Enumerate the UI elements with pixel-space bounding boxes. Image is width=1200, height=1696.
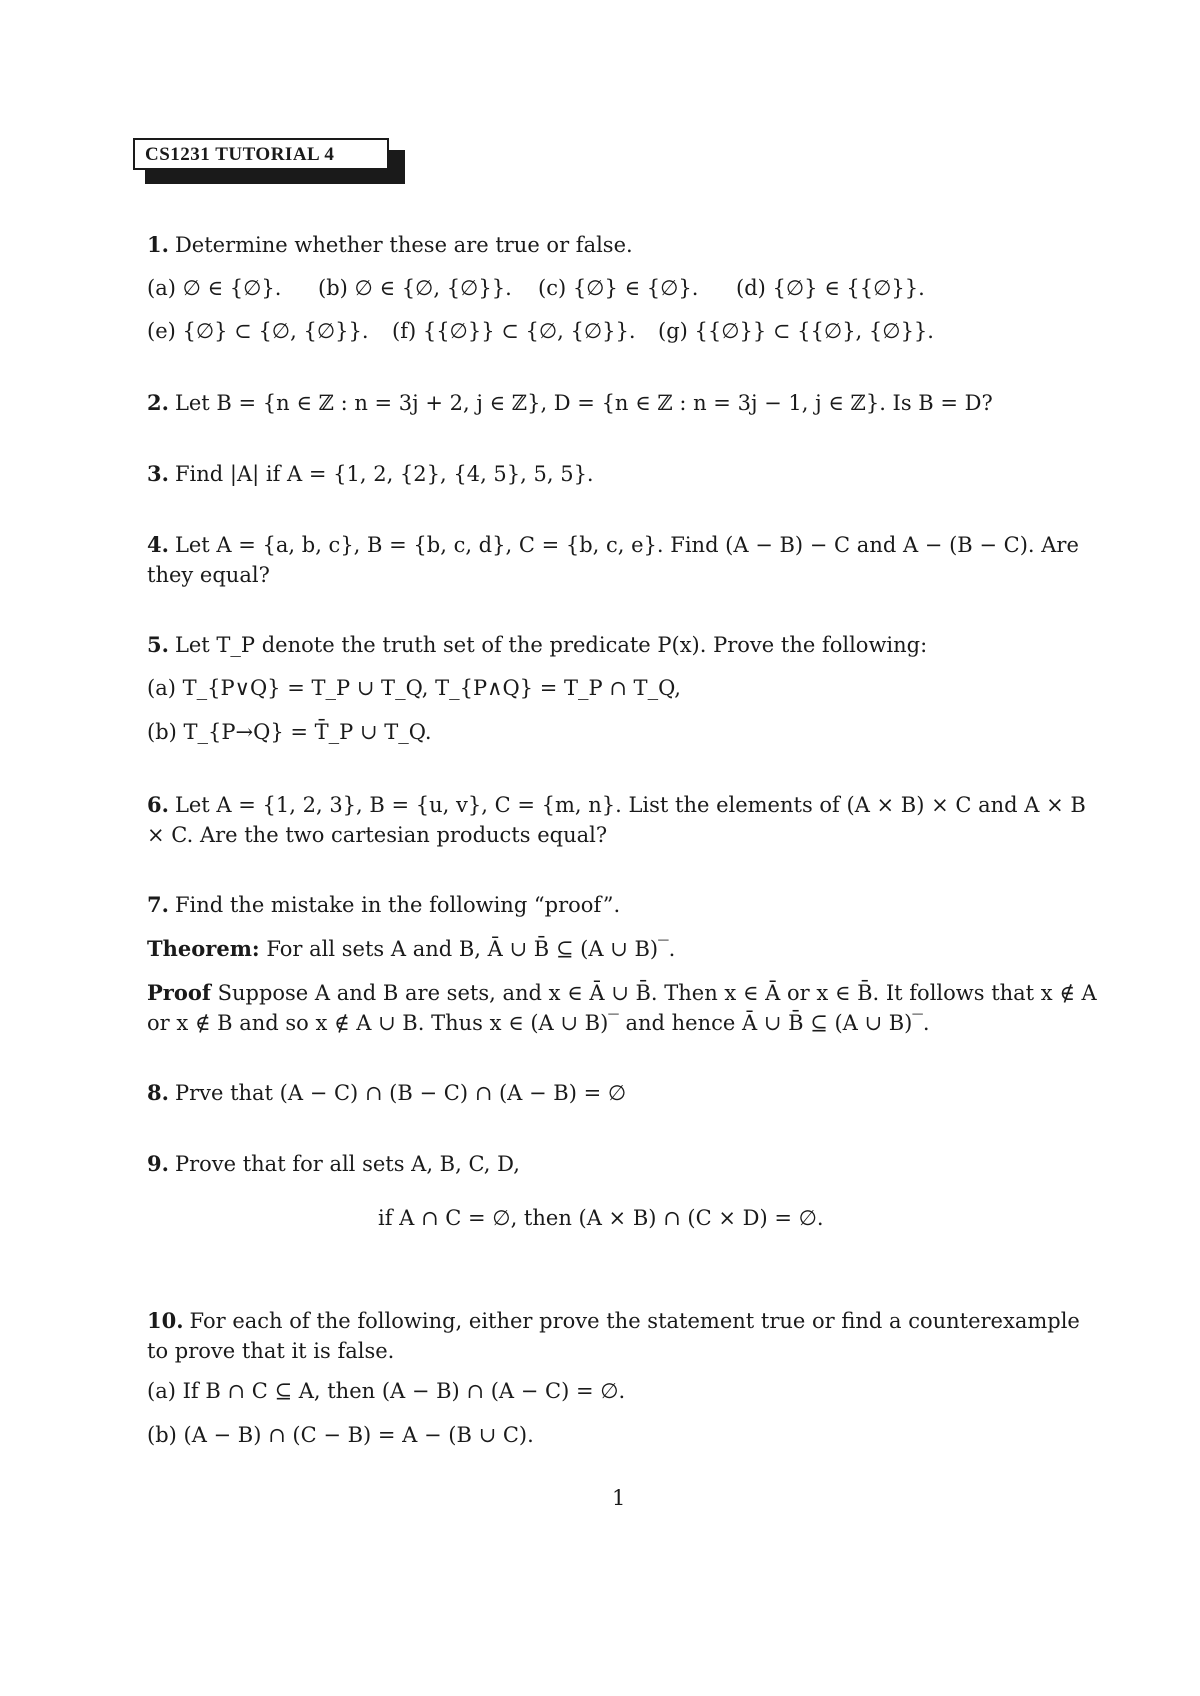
- question-text: Let A = {1, 2, 3}, B = {u, v}, C = {m, n}. List the elements of (A × B) × C and A × B × C. Are the two cartesian products equal?: [147, 793, 1086, 847]
- q1-part-e: (e) {∅} ⊂ {∅, {∅}}.: [147, 319, 369, 343]
- q9-display-equation: if A ∩ C = ∅, then (A × B) ∩ (C × D) = ∅.: [378, 1206, 824, 1230]
- question-number: 7.: [147, 892, 169, 917]
- page-number: 1: [612, 1486, 626, 1510]
- question-8: [147, 1080, 626, 1105]
- question-number: 2.: [147, 390, 169, 415]
- question-text: Prove that for all sets A, B, C, D,: [174, 1152, 520, 1176]
- question-9: [147, 1151, 520, 1176]
- q1-part-g: (g) {{∅}} ⊂ {{∅}, {∅}}.: [658, 319, 934, 343]
- question-number: 8.: [147, 1080, 169, 1105]
- question-number: 1.: [147, 232, 169, 257]
- question-6: [147, 790, 1102, 850]
- question-text: For each of the following, either prove the statement true or find a counterexample to prove that it is false.: [147, 1309, 1080, 1363]
- q1-part-d: (d) {∅} ∈ {{∅}}.: [736, 276, 925, 300]
- question-number: 9.: [147, 1151, 169, 1176]
- question-4: [147, 530, 1102, 590]
- question-number: 5.: [147, 632, 169, 657]
- q10-part-b: (b) (A − B) ∩ (C − B) = A − (B ∪ C).: [147, 1423, 534, 1447]
- question-number: 10.: [147, 1308, 184, 1333]
- question-7: [147, 892, 620, 917]
- q1-part-f: (f) {{∅}} ⊂ {∅, {∅}}.: [392, 319, 636, 343]
- question-text: Let B = {n ∈ ℤ : n = 3j + 2, j ∈ ℤ}, D = {n ∈ ℤ : n = 3j − 1, j ∈ ℤ}. Is B = D?: [174, 391, 993, 415]
- question-text: Let A = {a, b, c}, B = {b, c, d}, C = {b, c, e}. Find (A − B) − C and A − (B − C). Are they equal?: [147, 533, 1079, 587]
- question-text: Let T_P denote the truth set of the predicate P(x). Prove the following:: [174, 633, 928, 657]
- question-2: [147, 390, 993, 415]
- page-title: CS1231 TUTORIAL 4: [133, 138, 389, 170]
- title-block: [133, 138, 389, 170]
- question-number: 6.: [147, 792, 169, 817]
- question-number: 3.: [147, 461, 169, 486]
- question-10: [147, 1306, 1102, 1366]
- q1-part-c: (c) {∅} ∈ {∅}.: [538, 276, 699, 300]
- q5-part-b: (b) T_{P→Q} = T̄_P ∪ T_Q.: [147, 720, 432, 744]
- question-number: 4.: [147, 532, 169, 557]
- proof-label: Proof: [147, 980, 211, 1005]
- question-3: [147, 461, 594, 486]
- question-1: [147, 232, 633, 257]
- q1-part-a: (a) ∅ ∈ {∅}.: [147, 276, 282, 300]
- question-text: Determine whether these are true or false.: [174, 233, 633, 257]
- q5-part-a: (a) T_{P∨Q} = T_P ∪ T_Q, T_{P∧Q} = T_P ∩ T_Q,: [147, 676, 681, 700]
- q10-part-a: (a) If B ∩ C ⊆ A, then (A − B) ∩ (A − C) = ∅.: [147, 1379, 626, 1403]
- q1-part-b: (b) ∅ ∈ {∅, {∅}}.: [318, 276, 512, 300]
- question-text: Find |A| if A = {1, 2, {2}, {4, 5}, 5, 5}.: [174, 462, 594, 486]
- proof-text: Suppose A and B are sets, and x ∈ Ā ∪ B̄. Then x ∈ Ā or x ∈ B̄. It follows that x ∉ A or x ∉ B and so x ∉ A ∪ B. Thus x ∈ (A ∪ B)‾ and hence Ā ∪ B̄ ⊆ (A ∪ B)‾.: [147, 981, 1097, 1035]
- theorem: [147, 936, 675, 961]
- theorem-text: For all sets A and B, Ā ∪ B̄ ⊆ (A ∪ B)‾.: [266, 937, 676, 961]
- question-5: [147, 632, 927, 657]
- proof: [147, 978, 1102, 1038]
- question-text: Find the mistake in the following “proof”.: [174, 893, 621, 917]
- theorem-label: Theorem:: [147, 936, 260, 961]
- question-text: Prve that (A − C) ∩ (B − C) ∩ (A − B) = ∅: [174, 1081, 627, 1105]
